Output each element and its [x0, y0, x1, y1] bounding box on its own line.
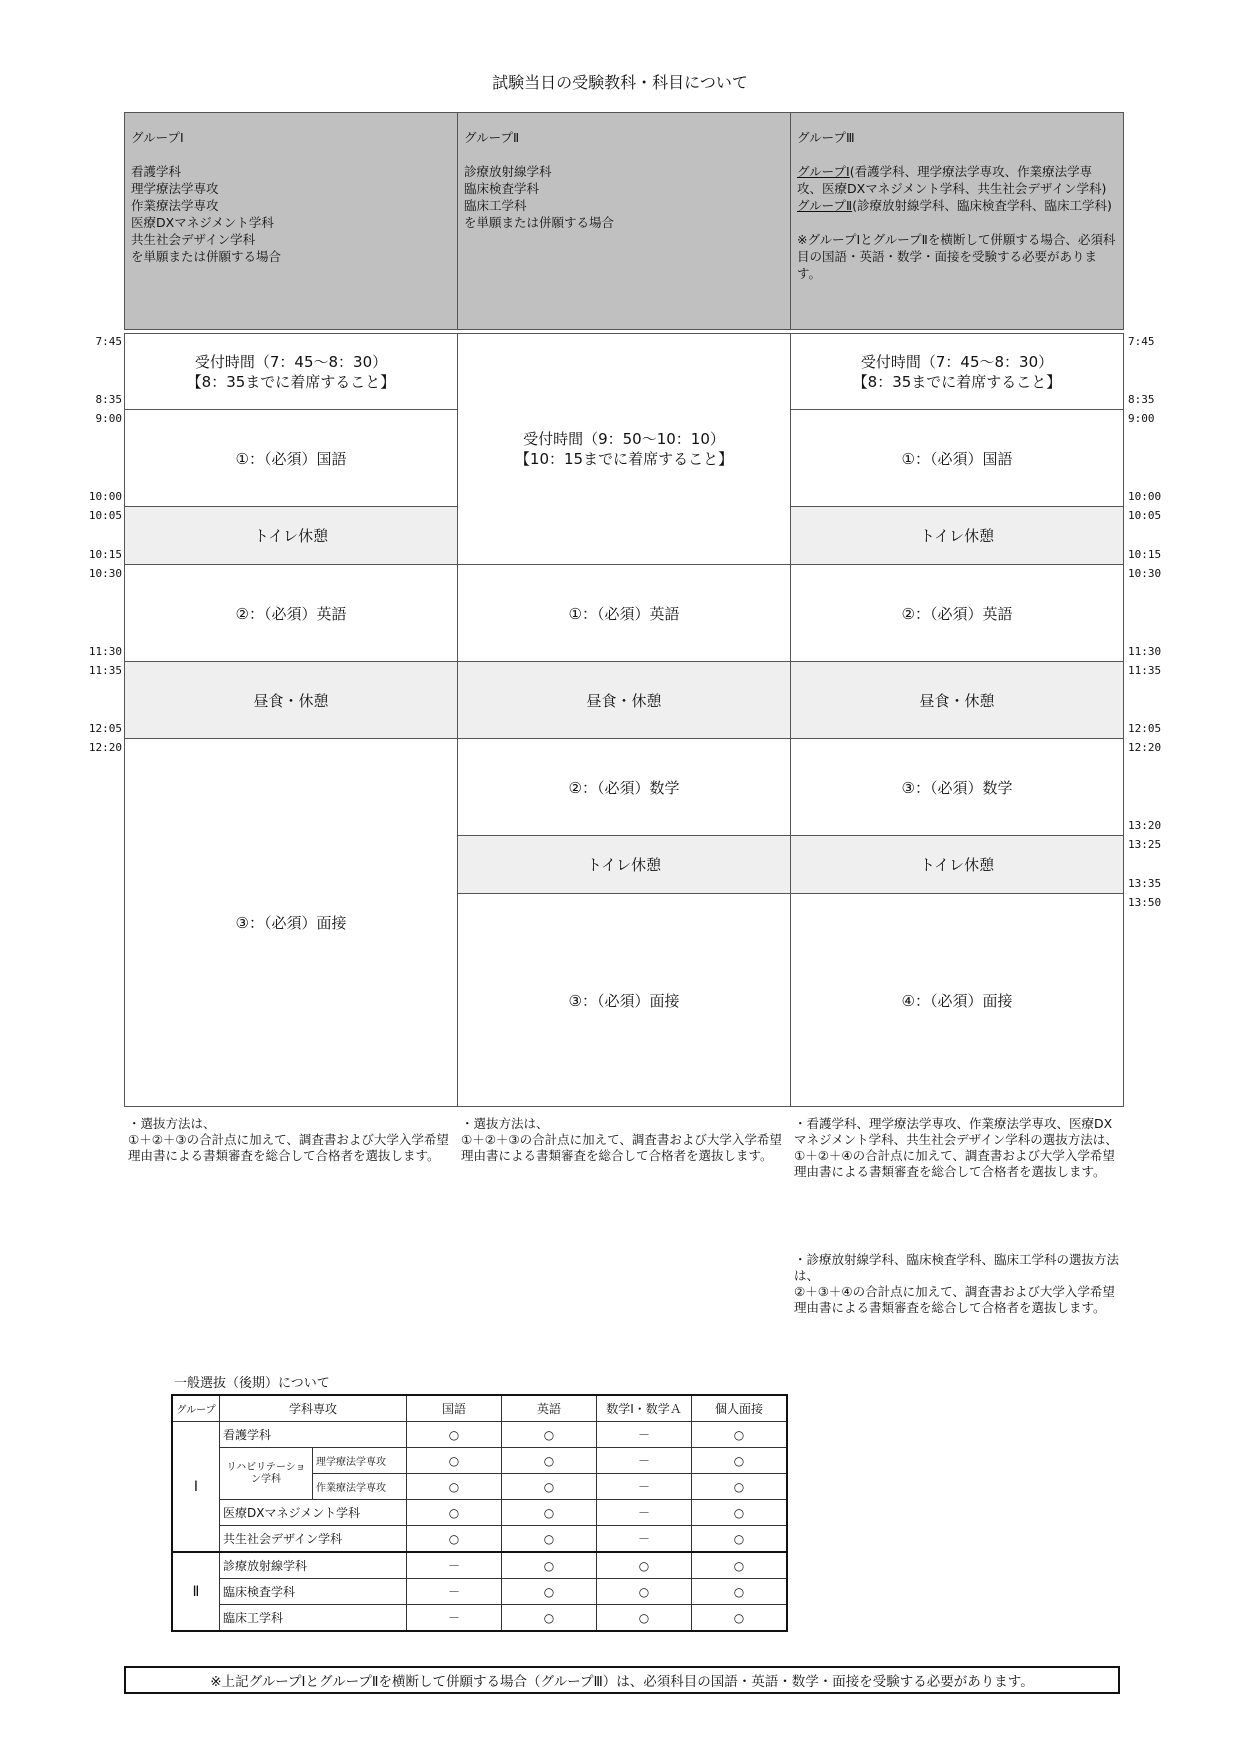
col3-reception-note: 【8：35までに着席すること】 — [852, 372, 1062, 391]
col2-selection-note: ・選抜方法は、 ①＋②＋③の合計点に加えて、調査書および大学入学希望理由書による書類審査を総合して合格者を選抜します。 — [461, 1116, 782, 1163]
time-tick: 10:15 — [88, 548, 122, 561]
col3-reception-time: 受付時間（7：45～8：30） — [860, 352, 1054, 371]
mark: ○ — [692, 1448, 788, 1474]
mark: － — [597, 1500, 692, 1526]
group2-line: 臨床検査学科 — [464, 181, 540, 196]
time-tick: 9:00 — [95, 412, 122, 425]
time-tick: 12:05 — [1128, 722, 1162, 735]
group3-g2-rest: (診療放射線学科、臨床検査学科、臨床工学科) — [852, 198, 1112, 213]
mark: ○ — [502, 1552, 597, 1579]
mark: ○ — [502, 1422, 597, 1448]
mark: － — [597, 1448, 692, 1474]
dept-name: 臨床工学科 — [220, 1605, 407, 1632]
table-row — [172, 1422, 787, 1448]
table-row — [172, 1500, 787, 1526]
mark: － — [407, 1552, 502, 1579]
time-tick: 9:00 — [1128, 412, 1155, 425]
dept-name: 医療DXマネジメント学科 — [220, 1500, 407, 1526]
time-tick: 11:35 — [88, 664, 122, 677]
header-english: 英語 — [502, 1395, 597, 1422]
group2-line: 臨床工学科 — [464, 198, 527, 213]
time-tick: 11:35 — [1128, 664, 1162, 677]
col1-japanese: ①：（必須）国語 — [124, 409, 458, 507]
mark: ○ — [502, 1500, 597, 1526]
col2-english: ①：（必須）英語 — [457, 564, 791, 662]
group1-header — [124, 112, 458, 330]
time-tick: 13:25 — [1128, 838, 1162, 851]
col1-toilet-break: トイレ休憩 — [124, 506, 458, 565]
col2-reception-note: 【10：15までに着席すること】 — [514, 450, 734, 468]
col2-reception-time: 受付時間（9：50～10：10） — [523, 430, 725, 448]
header-interview: 個人面接 — [692, 1395, 788, 1422]
mark: ○ — [692, 1552, 788, 1579]
group3-g2-head: グループⅡ — [797, 198, 853, 213]
table-row — [172, 1552, 787, 1579]
col3-japanese: ①：（必須）国語 — [790, 409, 1124, 507]
time-tick: 8:35 — [1128, 393, 1155, 406]
col1-interview: ③：（必須）面接 — [124, 738, 458, 1107]
mark: ○ — [692, 1500, 788, 1526]
time-tick: 13:50 — [1128, 896, 1162, 909]
col3-toilet-break-2: トイレ休憩 — [790, 835, 1124, 894]
mark: ○ — [692, 1474, 788, 1500]
col3-lunch: 昼食・休憩 — [790, 661, 1124, 739]
time-tick: 10:00 — [1128, 490, 1162, 503]
col3-toilet-break: トイレ休憩 — [790, 506, 1124, 565]
mark: ○ — [692, 1422, 788, 1448]
mark: ○ — [502, 1579, 597, 1605]
header-group: グループ — [172, 1395, 220, 1422]
group3-header — [790, 112, 1124, 330]
mark: ○ — [407, 1500, 502, 1526]
mark: ○ — [597, 1605, 692, 1632]
mark: ○ — [692, 1605, 788, 1632]
group3-g1 — [797, 163, 1117, 197]
subjects-table — [171, 1394, 788, 1632]
group2-label: グループⅡ — [464, 130, 520, 145]
col3-selection-note-b: ・診療放射線学科、臨床検査学科、臨床工学科の選抜方法は、 ②＋③＋④の合計点に加えて、調査書および大学入学希望理由書による書類審査を総合して合格者を選抜します。 — [794, 1252, 1120, 1315]
col1-english: ②：（必須）英語 — [124, 564, 458, 662]
group3-note: ※グループⅠとグループⅡを横断して併願する場合、必須科目の国語・英語・数学・面接を受験する必要があります。 — [797, 232, 1116, 281]
mark: ○ — [407, 1448, 502, 1474]
dept-name: 臨床検査学科 — [220, 1579, 407, 1605]
group2-header — [457, 112, 791, 330]
mark: ○ — [502, 1605, 597, 1632]
col3-interview: ④：（必須）面接 — [790, 893, 1124, 1107]
time-tick: 8:35 — [95, 393, 122, 406]
group1-line: 作業療法学専攻 — [131, 198, 219, 213]
time-tick: 12:20 — [1128, 741, 1162, 754]
table-caption: 一般選抜（後期）について — [174, 1376, 330, 1391]
col1-selection-note: ・選抜方法は、 ①＋②＋③の合計点に加えて、調査書および大学入学希望理由書による書類審査を総合して合格者を選抜します。 — [128, 1116, 449, 1163]
group3-label: グループⅢ — [797, 130, 855, 145]
group1-line: 共生社会デザイン学科 — [131, 232, 256, 247]
col2-math: ②：（必須）数学 — [457, 738, 791, 836]
time-tick: 11:30 — [88, 645, 122, 658]
col3-english: ②：（必須）英語 — [790, 564, 1124, 662]
time-tick: 10:30 — [88, 567, 122, 580]
dept-name: 理学療法学専攻 — [313, 1448, 407, 1474]
mark: ○ — [502, 1448, 597, 1474]
time-tick: 10:05 — [88, 509, 122, 522]
group2-line: 診療放射線学科 — [464, 164, 552, 179]
dept-name: 共生社会デザイン学科 — [220, 1526, 407, 1553]
time-tick: 10:05 — [1128, 509, 1162, 522]
group1-line: を単願または併願する場合 — [131, 249, 282, 264]
col3-reception — [790, 333, 1124, 410]
dept-name: 診療放射線学科 — [220, 1552, 407, 1579]
mark: ○ — [502, 1474, 597, 1500]
time-tick: 10:00 — [88, 490, 122, 503]
dept-name: 看護学科 — [220, 1422, 407, 1448]
col1-reception-note: 【8：35までに着席すること】 — [186, 372, 396, 391]
mark: － — [597, 1526, 692, 1553]
time-tick: 12:20 — [88, 741, 122, 754]
col3-math: ③：（必須）数学 — [790, 738, 1124, 836]
col2-toilet-break: トイレ休憩 — [457, 835, 791, 894]
time-tick: 11:30 — [1128, 645, 1162, 658]
dept-name: 作業療法学専攻 — [313, 1474, 407, 1500]
time-tick: 7:45 — [95, 335, 122, 348]
mark: － — [407, 1605, 502, 1632]
header-math: 数学Ⅰ・数学Ａ — [597, 1395, 692, 1422]
table-row — [172, 1605, 787, 1632]
time-tick: 10:15 — [1128, 548, 1162, 561]
time-tick: 13:35 — [1128, 877, 1162, 890]
mark: － — [407, 1579, 502, 1605]
group-cell-2: Ⅱ — [172, 1552, 220, 1631]
mark: ○ — [407, 1474, 502, 1500]
group3-g1-rest: (看護学科、理学療法学専攻、作業療法学専攻、医療DXマネジメント学科、共生社会デザイン学科) — [797, 164, 1107, 196]
mark: ○ — [407, 1422, 502, 1448]
mark: － — [597, 1474, 692, 1500]
mark: － — [597, 1422, 692, 1448]
mark: ○ — [597, 1579, 692, 1605]
time-tick: 12:05 — [88, 722, 122, 735]
mark: ○ — [407, 1526, 502, 1553]
table-row — [172, 1448, 787, 1474]
col2-lunch: 昼食・休憩 — [457, 661, 791, 739]
table-header-row — [172, 1395, 787, 1422]
header-japanese: 国語 — [407, 1395, 502, 1422]
group3-g2 — [797, 197, 1117, 214]
group2-line: を単願または併願する場合 — [464, 215, 615, 230]
mark: ○ — [597, 1552, 692, 1579]
mark: ○ — [502, 1526, 597, 1553]
group1-line: 看護学科 — [131, 164, 182, 179]
group3-g1-head: グループⅠ — [797, 164, 850, 179]
group-cell-1: Ⅰ — [172, 1422, 220, 1553]
time-tick: 13:20 — [1128, 819, 1162, 832]
col2-interview: ③：（必須）面接 — [457, 893, 791, 1107]
col1-lunch: 昼食・休憩 — [124, 661, 458, 739]
table-row — [172, 1526, 787, 1553]
col3-selection-note-a: ・看護学科、理学療法学専攻、作業療法学専攻、医療DXマネジメント学科、共生社会デザイン学科の選抜方法は、 ①＋②＋④の合計点に加えて、調査書および大学入学希望理由書による書類審査を総合して合格者を選抜します。 — [794, 1116, 1118, 1179]
time-tick: 7:45 — [1128, 335, 1155, 348]
time-tick: 10:30 — [1128, 567, 1162, 580]
group1-line: 医療DXマネジメント学科 — [131, 215, 274, 230]
mark: ○ — [692, 1579, 788, 1605]
col2-reception — [457, 333, 791, 565]
col1-reception — [124, 333, 458, 410]
mark: ○ — [692, 1526, 788, 1553]
group1-line: 理学療法学専攻 — [131, 181, 219, 196]
header-department: 学科専攻 — [220, 1395, 407, 1422]
page-title: 試験当日の受験教科・科目について — [492, 73, 748, 92]
group1-label: グループⅠ — [131, 130, 184, 145]
rehab-cell: リハビリテーション学科 — [220, 1448, 313, 1500]
table-row — [172, 1579, 787, 1605]
col1-reception-time: 受付時間（7：45～8：30） — [194, 352, 388, 371]
footer-note: ※上記グループⅠとグループⅡを横断して併願する場合（グループⅢ）は、必須科目の国語・英語・数学・面接を受験する必要があります。 — [124, 1666, 1120, 1694]
